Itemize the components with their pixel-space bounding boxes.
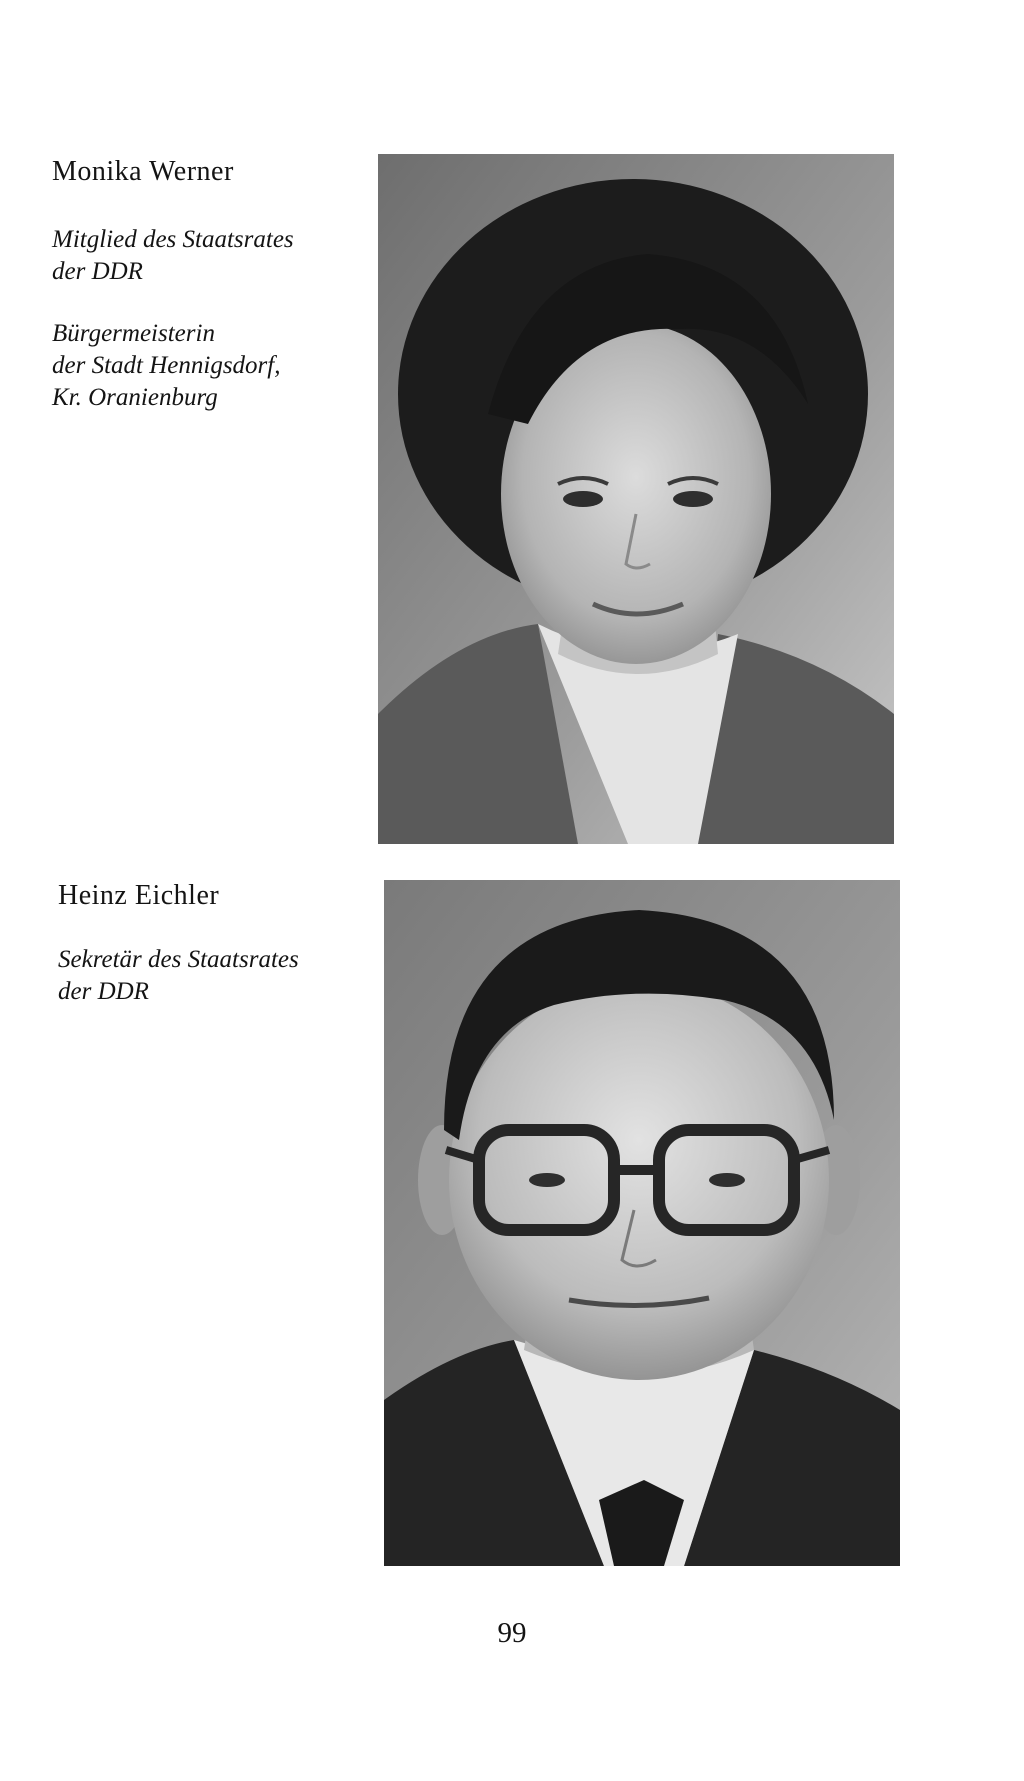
role-line: der DDR xyxy=(52,258,143,285)
entry-name-heinz-eichler: Heinz Eichler xyxy=(58,880,220,911)
office-line: Bürgermeisterin xyxy=(52,320,215,347)
office-line: der Stadt Hennigsdorf, xyxy=(52,352,281,379)
entry-role-heinz-eichler xyxy=(58,944,299,1008)
office-line: Kr. Oranienburg xyxy=(52,384,218,411)
portrait-photo-heinz-eichler xyxy=(384,880,900,1566)
entry-role-monika-werner xyxy=(52,224,294,288)
role-line: der DDR xyxy=(58,978,149,1005)
page-number: 99 xyxy=(497,1617,527,1649)
role-line: Sekretär des Staatsrates xyxy=(58,946,299,973)
entry-name-monika-werner: Monika Werner xyxy=(52,156,234,187)
role-line: Mitglied des Staatsrates xyxy=(52,226,294,253)
entry-office-monika-werner xyxy=(52,318,280,414)
portrait-photo-monika-werner xyxy=(378,154,894,844)
